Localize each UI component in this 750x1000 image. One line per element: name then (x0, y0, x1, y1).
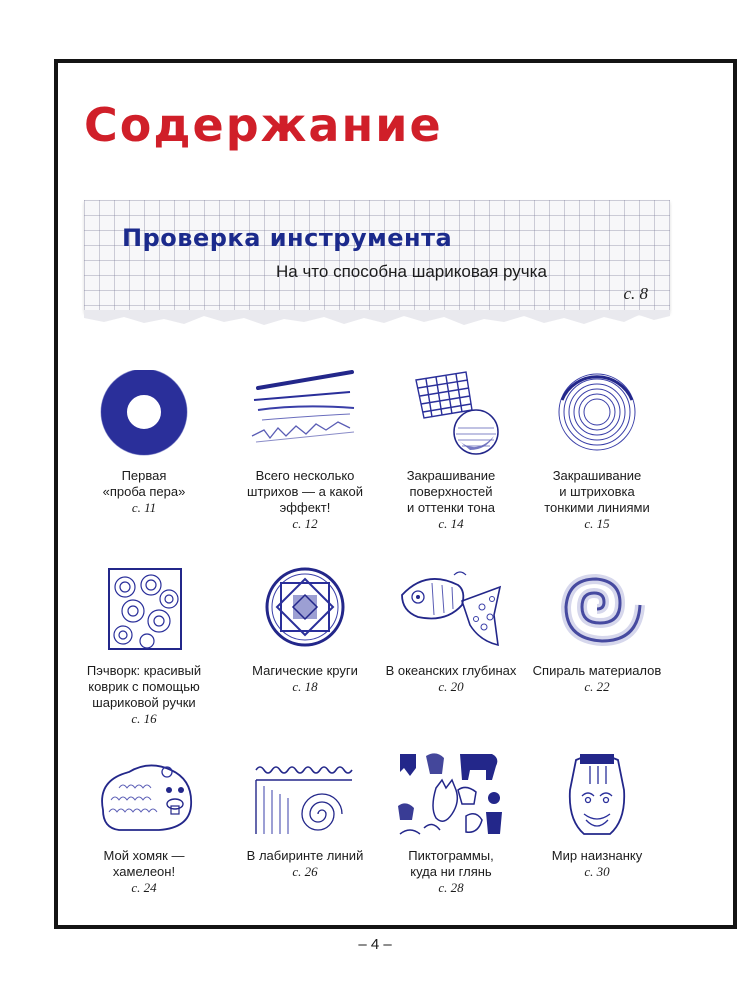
toc-item-surface-shading[interactable] (376, 370, 526, 531)
section-page-number[interactable]: с. 8 (623, 284, 648, 303)
toc-item-label: Первая «проба пера» (102, 468, 186, 499)
toc-item-world-upside-down[interactable] (522, 750, 672, 879)
toc-item-label: Пэчворк: красивый коврик с помощью шариковой ручки (86, 663, 202, 710)
toc-item-page: с. 12 (292, 516, 318, 531)
toc-item-page: с. 14 (438, 516, 464, 531)
toc-item-label: Всего несколько штрихов — а какой эффект! (247, 468, 363, 515)
toc-item-label: В лабиринте линий (246, 848, 364, 863)
toc-item-pictograms[interactable] (376, 750, 526, 895)
toc-item-page: с. 18 (292, 679, 318, 694)
toc-item-page: с. 28 (438, 880, 464, 895)
toc-item-first-pen-test[interactable] (69, 370, 219, 515)
toc-item-ocean-depths[interactable] (376, 565, 526, 694)
toc-item-label: Пиктограммы, куда ни глянь (408, 848, 494, 879)
toc-item-label: Мой хомяк — хамелеон! (103, 848, 185, 879)
toc-item-label: Закрашивание поверхностей и оттенки тона (406, 468, 496, 515)
toc-item-patchwork[interactable] (69, 565, 219, 726)
toc-item-fine-lines[interactable] (522, 370, 672, 531)
toc-item-page: с. 15 (584, 516, 610, 531)
upside-down-face-icon (542, 750, 652, 840)
strokes-icon (250, 370, 360, 460)
toc-item-label: Мир наизнанку (551, 848, 643, 863)
fish-icon (396, 565, 506, 655)
toc-item-strokes[interactable] (230, 370, 380, 531)
hamster-icon (89, 750, 199, 840)
maze-lines-icon (250, 750, 360, 840)
graph-paper-banner (84, 200, 670, 312)
spiral-icon (542, 565, 652, 655)
mandala-icon (250, 565, 360, 655)
section-subtitle: На что способна шариковая ручка (276, 262, 547, 281)
toc-item-label: Спираль материалов (532, 663, 662, 678)
toc-item-page: с. 26 (292, 864, 318, 879)
page-number-footer: – 4 – (358, 936, 392, 953)
toc-item-label: Магические круги (252, 663, 358, 678)
toc-item-page: с. 22 (584, 679, 610, 694)
toc-item-page: с. 24 (131, 880, 157, 895)
shading-icon (396, 370, 506, 460)
toc-item-page: с. 30 (584, 864, 610, 879)
ring-icon (89, 370, 199, 460)
swirl-shading-icon (542, 370, 652, 460)
pictograms-icon (396, 750, 506, 840)
section-title: Проверка инструмента (122, 224, 453, 252)
toc-item-page: с. 16 (131, 711, 157, 726)
toc-item-line-maze[interactable] (230, 750, 380, 879)
toc-item-page: с. 11 (131, 500, 157, 515)
torn-edge-icon (84, 310, 670, 328)
patchwork-icon (89, 565, 199, 655)
page-title: Содержание (84, 98, 443, 152)
toc-item-hamster[interactable] (69, 750, 219, 895)
toc-item-page: с. 20 (438, 679, 464, 694)
toc-item-material-spiral[interactable] (522, 565, 672, 694)
toc-item-label: Закрашивание и штриховка тонкими линиями (544, 468, 650, 515)
toc-item-label: В океанских глубинах (385, 663, 517, 678)
toc-item-magic-circles[interactable] (230, 565, 380, 694)
